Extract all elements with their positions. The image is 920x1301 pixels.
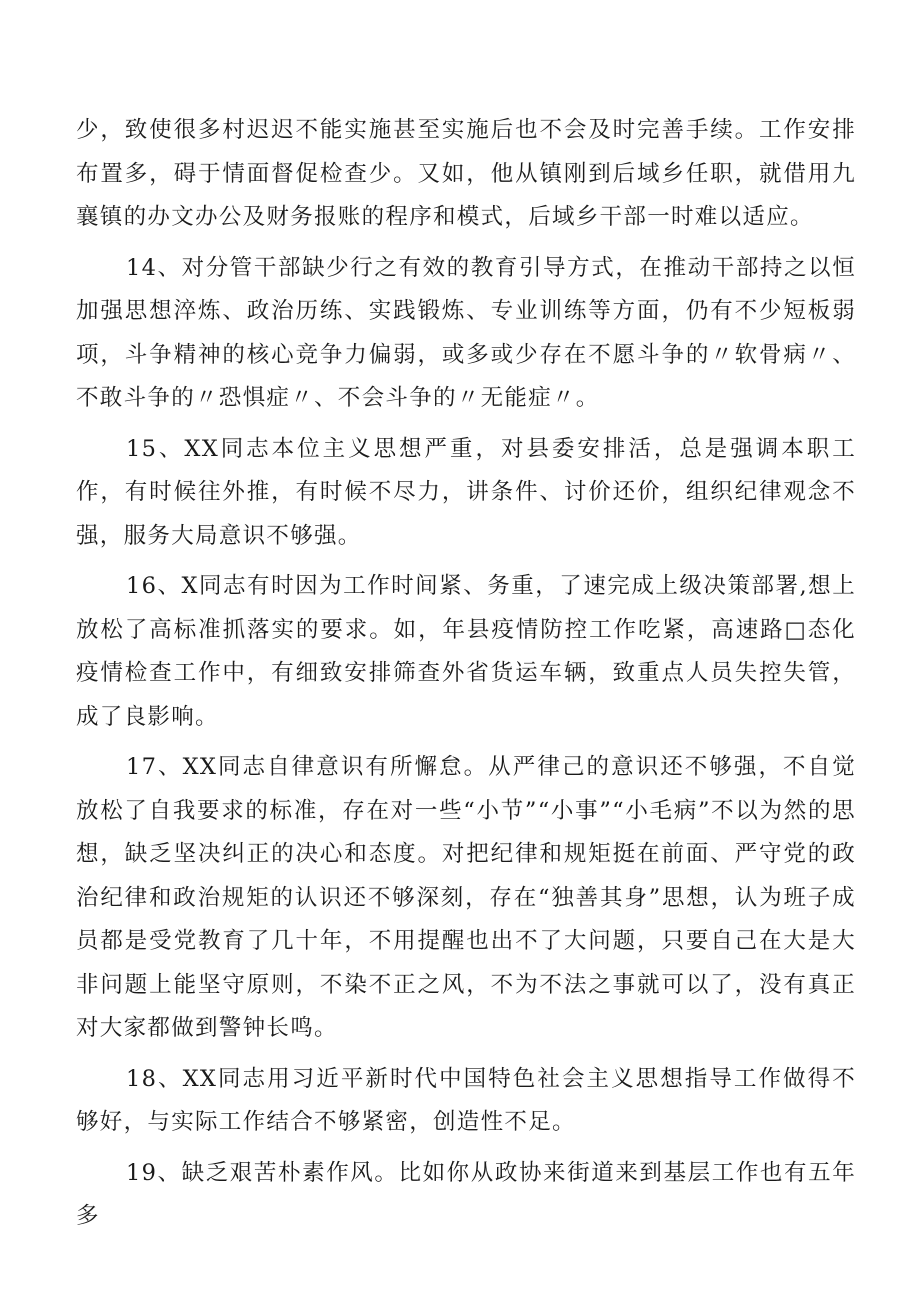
paragraph-18: 18、XX同志用习近平新时代中国特色社会主义思想指导工作做得不够好，与实际工作结合不够紧密，创造性不足。 <box>76 1065 856 1135</box>
document-body <box>76 109 856 1239</box>
paragraph-19: 19、缺乏艰苦朴素作风。比如你从政协来街道来到基层工作也有五年多 <box>76 1159 856 1229</box>
paragraph-continued: 少，致使很多村迟迟不能实施甚至实施后也不会及时完善手续。工作安排布置多，碍于情面督促检查少。又如，他从镇刚到后域乡任职，就借用九襄镇的办文办公及财务报账的程序和模式，后域乡干部一时难以适应。 <box>76 117 856 230</box>
paragraph-16: 16、X同志有时因为工作时间紧、务重，了速完成上级决策部署,想上放松了高标准抓落实的要求。如，年县疫情防控工作吃紧，高速路□态化疫情检查工作中，有细致安排筛查外省货运车辆，致重点人员失控失管，成了良影响。 <box>76 573 856 730</box>
paragraph-14: 14、对分管干部缺少行之有效的教育引导方式，在推动干部持之以恒加强思想淬炼、政治历练、实践锻炼、专业训练等方面，仍有不少短板弱项，斗争精神的核心竞争力偏弱，或多或少存在不愿斗争的〃软骨病〃、不敢斗争的〃恐惧症〃、不会斗争的〃无能症〃。 <box>76 254 856 411</box>
paragraph-15: 15、XX同志本位主义思想严重，对县委安排活，总是强调本职工作，有时候往外推，有时候不尽力，讲条件、讨价还价，组织纪律观念不强，服务大局意识不够强。 <box>76 435 856 549</box>
paragraph-17: 17、XX同志自律意识有所懈怠。从严律己的意识还不够强，不自觉放松了自我要求的标准，存在对一些“小节”“小事”“小毛病”不以为然的思想，缺乏坚决纠正的决心和态度。对把纪律和规矩挺在前面、严守党的政治纪律和政治规矩的认识还不够深刻，存在“独善其身”思想，认为班子成员都是受党教育了几十年，不用提醒也出不了大问题，只要自己在大是大非问题上能坚守原则，不染不正之风，不为不法之事就可以了，没有真正对大家都做到警钟长鸣。 <box>76 754 856 1041</box>
